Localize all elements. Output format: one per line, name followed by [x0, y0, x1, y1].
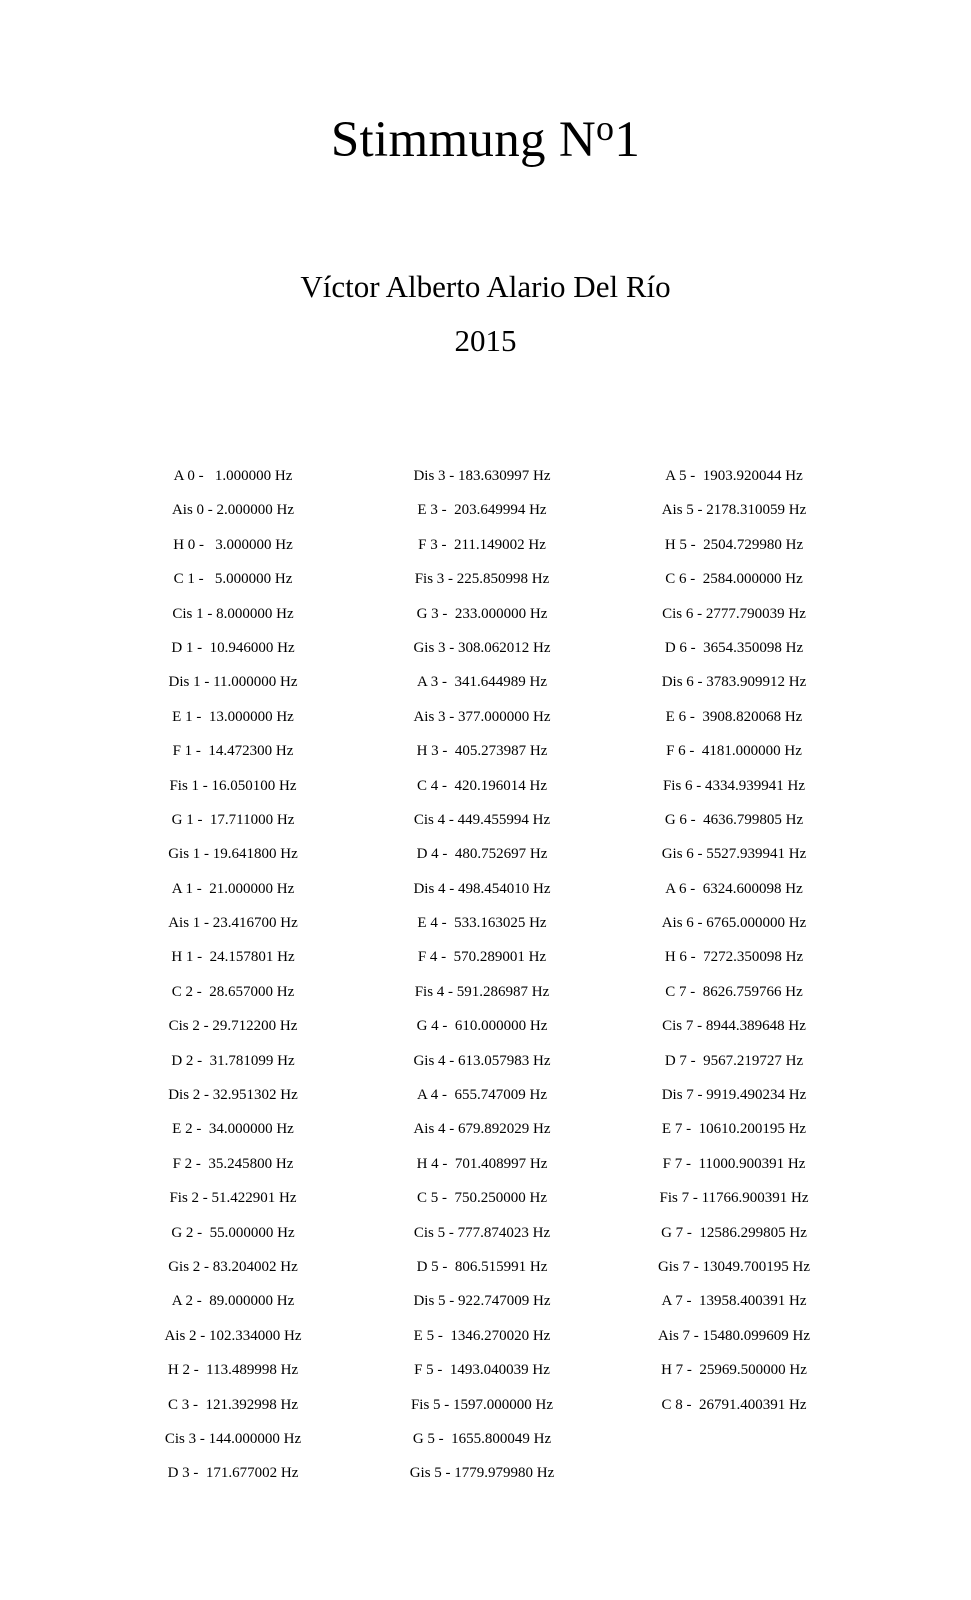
frequency-entry: Fis 2 - 51.422901 Hz	[169, 1190, 297, 1207]
frequency-entry: C 5 - 750.250000 Hz	[417, 1190, 547, 1207]
frequency-entry: F 3 - 211.149002 Hz	[418, 536, 546, 553]
title-number: 1	[614, 112, 641, 168]
frequency-entry: C 4 - 420.196014 Hz	[417, 777, 547, 794]
frequency-entry: Cis 7 - 8944.389648 Hz	[662, 1018, 806, 1035]
frequency-entry: Gis 3 - 308.062012 Hz	[413, 639, 551, 656]
frequency-entry: F 5 - 1493.040039 Hz	[414, 1362, 550, 1379]
frequency-entry: E 5 - 1346.270020 Hz	[413, 1327, 551, 1344]
frequency-entry: A 4 - 655.747009 Hz	[417, 1087, 547, 1104]
frequency-entry: H 6 - 7272.350098 Hz	[664, 949, 804, 966]
frequency-entry: Dis 1 - 11.000000 Hz	[168, 674, 298, 691]
frequency-entry: E 6 - 3908.820068 Hz	[665, 708, 803, 725]
frequency-entry: H 1 - 24.157801 Hz	[171, 949, 295, 966]
frequency-entry: F 6 - 4181.000000 Hz	[666, 743, 802, 760]
frequency-entry: Ais 3 - 377.000000 Hz	[413, 708, 551, 725]
frequency-entry: Fis 1 - 16.050100 Hz	[169, 777, 297, 794]
frequency-entry: A 7 - 13958.400391 Hz	[661, 1293, 807, 1310]
frequency-entry: H 2 - 113.489998 Hz	[167, 1362, 299, 1379]
frequency-entry: C 3 - 121.392998 Hz	[168, 1396, 298, 1413]
frequency-entry: F 1 - 14.472300 Hz	[172, 743, 294, 760]
frequency-entry: Cis 3 - 144.000000 Hz	[164, 1430, 302, 1447]
frequency-entry: D 5 - 806.515991 Hz	[416, 1258, 548, 1275]
frequency-entry: Fis 3 - 225.850998 Hz	[414, 571, 550, 588]
frequency-entry: Gis 2 - 83.204002 Hz	[168, 1258, 298, 1275]
frequency-entry: Dis 6 - 3783.909912 Hz	[661, 674, 807, 691]
title-superscript: o	[596, 108, 615, 148]
frequency-entry: F 2 - 35.245800 Hz	[172, 1155, 294, 1172]
frequency-entry: A 3 - 341.644989 Hz	[417, 674, 547, 691]
frequency-entry: A 6 - 6324.600098 Hz	[665, 880, 803, 897]
frequency-entry: G 1 - 17.711000 Hz	[171, 811, 295, 828]
author-name: Víctor Alberto Alario Del Río	[300, 269, 671, 304]
frequency-entry: Fis 5 - 1597.000000 Hz	[410, 1396, 554, 1413]
frequency-entry: Ais 1 - 23.416700 Hz	[168, 915, 298, 932]
frequency-entry: C 2 - 28.657000 Hz	[171, 983, 295, 1000]
frequency-entry: G 7 - 12586.299805 Hz	[661, 1224, 807, 1241]
frequency-entry: H 7 - 25969.500000 Hz	[661, 1362, 807, 1379]
frequency-entry: F 4 - 570.289001 Hz	[417, 949, 547, 966]
frequency-entry: Cis 1 - 8.000000 Hz	[172, 605, 294, 622]
frequency-entry: Dis 7 - 9919.490234 Hz	[661, 1087, 807, 1104]
frequency-entry: G 4 - 610.000000 Hz	[416, 1018, 548, 1035]
frequency-entry: Ais 5 - 2178.310059 Hz	[661, 502, 807, 519]
frequency-entry: H 0 - 3.000000 Hz	[173, 536, 293, 553]
frequency-entry: Fis 4 - 591.286987 Hz	[414, 983, 550, 1000]
frequency-entry: C 7 - 8626.759766 Hz	[665, 983, 803, 1000]
year: 2015	[454, 323, 517, 358]
frequency-entry: D 2 - 31.781099 Hz	[171, 1052, 295, 1069]
frequency-entry: E 1 - 13.000000 Hz	[172, 708, 294, 725]
frequency-entry: Ais 2 - 102.334000 Hz	[164, 1327, 302, 1344]
frequency-entry: E 7 - 10610.200195 Hz	[661, 1121, 807, 1138]
frequency-entry: Ais 4 - 679.892029 Hz	[413, 1121, 551, 1138]
frequency-entry: H 4 - 701.408997 Hz	[416, 1155, 548, 1172]
frequency-entry: G 2 - 55.000000 Hz	[171, 1224, 295, 1241]
frequency-entry: D 6 - 3654.350098 Hz	[664, 639, 804, 656]
frequency-entry: G 5 - 1655.800049 Hz	[412, 1430, 552, 1447]
frequency-entry: Cis 4 - 449.455994 Hz	[413, 811, 551, 828]
frequency-entry: Fis 6 - 4334.939941 Hz	[662, 777, 806, 794]
frequency-entry: Ais 0 - 2.000000 Hz	[171, 502, 295, 519]
frequency-entry: Gis 5 - 1779.979980 Hz	[409, 1465, 555, 1482]
frequency-entry: A 0 - 1.000000 Hz	[173, 468, 293, 484]
frequency-entry: Dis 2 - 32.951302 Hz	[168, 1087, 298, 1104]
frequency-column-2	[362, 466, 602, 1498]
frequency-entry: D 3 - 171.677002 Hz	[167, 1465, 299, 1482]
frequency-entry: A 2 - 89.000000 Hz	[171, 1293, 295, 1310]
frequency-entry: Cis 6 - 2777.790039 Hz	[662, 605, 806, 622]
frequency-entry: Dis 5 - 922.747009 Hz	[413, 1293, 551, 1310]
frequency-entry: C 1 - 5.000000 Hz	[173, 571, 293, 588]
frequency-entry: Cis 2 - 29.712200 Hz	[168, 1018, 298, 1035]
frequency-entry: Gis 6 - 5527.939941 Hz	[661, 846, 807, 863]
frequency-entry: G 3 - 233.000000 Hz	[416, 605, 548, 622]
frequency-entry: G 6 - 4636.799805 Hz	[664, 811, 804, 828]
frequency-entry: A 1 - 21.000000 Hz	[171, 880, 295, 897]
frequency-column-1	[113, 466, 353, 1498]
frequency-entry: F 7 - 11000.900391 Hz	[662, 1155, 806, 1172]
frequency-entry: Gis 1 - 19.641800 Hz	[168, 846, 298, 863]
frequency-entry: Gis 4 - 613.057983 Hz	[413, 1052, 551, 1069]
frequency-entry: H 5 - 2504.729980 Hz	[664, 536, 804, 553]
frequency-entry: D 7 - 9567.219727 Hz	[664, 1052, 804, 1069]
frequency-entry: E 4 - 533.163025 Hz	[417, 915, 547, 932]
frequency-entry: D 4 - 480.752697 Hz	[416, 846, 548, 863]
frequency-entry: Fis 7 - 11766.900391 Hz	[659, 1190, 809, 1207]
frequency-entry: H 3 - 405.273987 Hz	[416, 743, 548, 760]
frequency-entry: Ais 7 - 15480.099609 Hz	[657, 1327, 811, 1344]
frequency-entry: E 3 - 203.649994 Hz	[417, 502, 547, 519]
frequency-entry: C 8 - 26791.400391 Hz	[661, 1396, 807, 1413]
frequency-entry: Cis 5 - 777.874023 Hz	[413, 1224, 551, 1241]
frequency-entry: Dis 3 - 183.630997 Hz	[413, 468, 551, 484]
frequency-entry: Ais 6 - 6765.000000 Hz	[661, 915, 807, 932]
frequency-entry: E 2 - 34.000000 Hz	[172, 1121, 294, 1138]
title-main: Stimmung N	[330, 112, 596, 168]
frequency-entry: C 6 - 2584.000000 Hz	[665, 571, 803, 588]
frequency-entry: Gis 7 - 13049.700195 Hz	[657, 1258, 811, 1275]
frequency-entry: A 5 - 1903.920044 Hz	[665, 468, 803, 484]
page-title	[0, 108, 971, 172]
frequency-column-3	[614, 466, 854, 1429]
frequency-entry: Dis 4 - 498.454010 Hz	[413, 880, 551, 897]
frequency-entry: D 1 - 10.946000 Hz	[171, 639, 295, 656]
